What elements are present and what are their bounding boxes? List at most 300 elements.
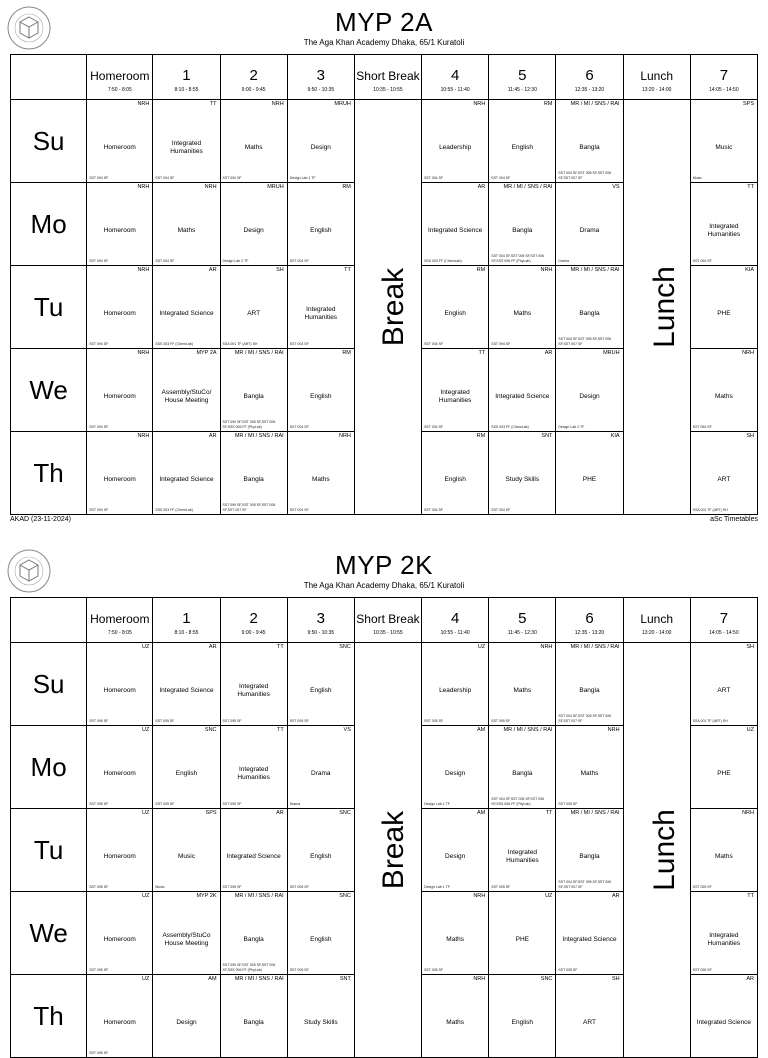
period-time: 8:10 - 8:55 [174,87,199,93]
day-label: We [11,349,87,432]
lesson-cell[interactable] [489,726,556,809]
room-name: SST 005 SF [692,884,712,889]
teacher-code: NRH [204,184,217,190]
lesson-cell[interactable] [556,432,623,515]
room-name: SST 004 SF [424,507,444,512]
subject-name: ART [583,1019,596,1026]
short-break-column [354,100,421,515]
break-label: Break [377,810,411,890]
subject-name: English [511,1019,533,1026]
teacher-code: SPS [205,810,217,816]
period-header [220,55,287,100]
day-label: Th [11,432,87,515]
room-name: Design Lab 2 TF [558,424,585,429]
room-name: SST 005 SF [692,967,712,972]
lesson-cell[interactable] [556,892,623,975]
teacher-code: UZ [746,727,754,733]
room-name: SST 004 SF [289,424,309,429]
subject-name: Homeroom [103,144,136,151]
lesson-cell[interactable] [287,892,354,975]
period-name: 6 [585,610,594,627]
lesson-cell[interactable] [489,892,556,975]
teacher-code: NRH [540,267,553,273]
lesson-cell[interactable] [287,809,354,892]
lesson-cell[interactable] [153,809,220,892]
subject-name: English [310,393,332,400]
teacher-code: TT [545,810,553,816]
teacher-code: NRH [473,101,486,107]
period-time: 11:45 - 12:30 [507,87,537,93]
subject-name: Integrated Humanities [506,849,539,864]
room-name: SST 094 SF [89,341,109,346]
teacher-code: UZ [142,893,150,899]
lunch-label: Lunch [647,266,681,348]
teacher-code: SH [276,267,284,273]
lesson-cell[interactable] [556,266,623,349]
lesson-cell[interactable] [220,349,287,432]
lesson-cell[interactable] [153,892,220,975]
teacher-code: NRH [473,893,486,899]
subject-name: Maths [513,310,532,317]
room-name: SST 004 SF [289,507,309,512]
room-name: SST 004 SF [424,424,444,429]
subject-name: English [310,853,332,860]
period-header [87,55,153,100]
lesson-cell[interactable] [422,809,489,892]
teacher-code: AM [208,976,217,982]
period-name: 7 [719,67,729,84]
lesson-cell[interactable] [87,892,153,975]
subject-name: Integrated Humanities [438,389,472,404]
subject-name: Drama [579,227,600,234]
room-name: SST 005 SF [289,718,309,723]
lesson-cell[interactable] [489,266,556,349]
period-time: 7:50 - 8:05 [107,630,132,636]
lesson-cell[interactable] [422,726,489,809]
subject-name: Homeroom [103,770,136,777]
lesson-cell[interactable] [690,892,757,975]
teacher-code: RM [342,350,351,356]
teacher-code: VS [343,727,351,733]
lesson-cell[interactable] [489,809,556,892]
period-name: 6 [585,67,594,84]
period-name: 4 [450,610,460,627]
room-name: SST 005 SF [289,967,309,972]
lesson-cell[interactable] [220,975,287,1058]
teacher-code: TT [209,101,217,107]
lesson-cell[interactable] [287,432,354,515]
subject-name: Homeroom [103,853,136,860]
subject-name: Integrated Humanities [237,766,270,781]
lesson-cell[interactable] [690,809,757,892]
subject-name: Maths [244,144,263,151]
lesson-cell[interactable] [690,349,757,432]
lunch-label: Lunch [647,809,681,891]
teacher-code: AR [208,644,217,650]
room-name: SST 004 SF [155,175,175,180]
period-header [690,55,757,100]
subject-name: Bangla [579,310,600,317]
room-name: SST 005 SF [424,718,444,723]
room-name: SST 095 SF [491,718,511,723]
lesson-cell[interactable] [690,643,757,726]
room-name: SST 095 SF [89,801,109,806]
lesson-cell[interactable] [153,100,220,183]
room-name: Drama [289,801,301,806]
day-row [11,100,758,183]
subject-name: Music [715,144,733,151]
subject-name: Bangla [579,144,600,151]
room-name: SST 094 SF [89,507,109,512]
day-label: Su [11,100,87,183]
lesson-cell[interactable] [287,643,354,726]
teacher-code: TT [276,727,284,733]
day-label: Tu [11,809,87,892]
lesson-cell[interactable] [422,892,489,975]
teacher-code: RM [543,101,553,107]
teacher-code: UZ [142,976,150,982]
teacher-code: KIA [610,433,620,439]
subject-name: Bangla [512,770,533,777]
lesson-cell[interactable] [556,349,623,432]
room-name: SST 005 SF [155,718,175,723]
subject-name: Homeroom [103,936,136,943]
lesson-cell[interactable] [87,975,153,1058]
teacher-code: NRH [338,433,351,439]
period-time: 14:05 - 14:50 [709,630,739,636]
timetable-grid [10,597,758,1058]
subject-name: English [310,687,332,694]
subject-name: Maths [513,687,532,694]
period-name: 4 [450,67,460,84]
day-label: Mo [11,183,87,266]
lesson-cell[interactable] [422,266,489,349]
room-name: SSS 003 FF (ChemLab) [491,424,529,429]
timetable-myp-2k [0,543,768,1055]
lesson-cell[interactable] [220,643,287,726]
lunch-column [623,643,690,1058]
subject-name: English [444,310,466,317]
teacher-code: UZ [545,893,553,899]
teacher-code: MR / MI / SNS / RAI [570,644,620,650]
subject-name: Design [445,770,466,777]
teacher-code: TT [276,644,284,650]
lesson-cell[interactable] [489,975,556,1058]
teacher-code: AR [276,810,284,816]
period-name: Short Break [356,612,420,626]
teacher-code: MR / MI / SNS / RAI [503,184,553,190]
teacher-code: RM [342,184,351,190]
subject-name: Maths [446,936,464,943]
subject-name: PHE [515,936,529,943]
period-header [153,55,220,100]
lesson-cell[interactable] [489,349,556,432]
period-time: 7:50 - 8:05 [107,87,132,93]
teacher-code: AM [476,727,486,733]
period-time: 10:35 - 10:55 [373,630,403,636]
footer-credit: aSc Timetables [710,516,758,523]
lesson-cell[interactable] [153,432,220,515]
lesson-cell[interactable] [287,726,354,809]
period-name: 5 [518,67,527,84]
room-name: SST 004 SF [491,175,511,180]
room-name: SST 004 SF [155,258,175,263]
subject-name: Bangla [243,936,264,943]
teacher-code: SNC [540,976,553,982]
teacher-code: SNC [204,727,217,733]
subject-name: Design [579,393,600,400]
subject-name: Homeroom [103,310,136,317]
lesson-cell[interactable] [556,183,623,266]
subject-name: Bangla [512,227,533,234]
lesson-cell[interactable] [556,809,623,892]
room-name: SST 095 SF [89,1050,109,1055]
teacher-code: VS [612,184,620,190]
period-header [489,55,556,100]
subject-name: Homeroom [103,227,136,234]
subject-name: Integrated Humanities [237,683,270,698]
subject-name: English [444,476,466,483]
lesson-cell[interactable] [153,266,220,349]
room-name: SST 004 SF,SST 005 SF,SST 006 SF,SSS 006 FF (PhyLab) [491,254,544,263]
subject-name: Assembly/StuCo House Meeting [162,932,211,947]
lesson-cell[interactable] [556,643,623,726]
lesson-cell[interactable] [489,643,556,726]
room-name: SST 095 SF [89,967,109,972]
room-name: SSS 003 FF (ChemLab) [155,341,193,346]
subject-name: Assembly/StuCo/ House Meeting [161,389,212,404]
room-name: SST 094 SF [89,424,109,429]
teacher-code: AR [208,267,217,273]
subject-name: Maths [580,770,599,777]
timetable-title: MYP 2K [335,550,433,580]
short-break-column [354,643,421,1058]
period-header [287,55,354,100]
subject-name: PHE [717,310,731,317]
lesson-cell[interactable] [220,892,287,975]
teacher-code: UZ [142,810,150,816]
teacher-code: NRH [137,350,150,356]
lesson-cell[interactable] [220,266,287,349]
room-name: Design Lab 1 TF [289,175,316,180]
lesson-cell[interactable] [556,726,623,809]
day-label: Th [11,975,87,1058]
room-name: SST 005 SF [558,967,578,972]
lesson-cell[interactable] [690,975,757,1058]
teacher-code: MR / MI / SNS / RAI [570,810,620,816]
period-name: Homeroom [90,612,150,626]
lesson-cell[interactable] [287,975,354,1058]
period-time: 13:20 - 14:00 [641,630,672,636]
period-time: 13:20 - 14:00 [641,87,672,93]
subject-name: PHE [582,476,597,483]
teacher-code: UZ [142,644,150,650]
teacher-code: SNC [339,810,351,816]
period-header [153,598,220,643]
lesson-cell[interactable] [87,432,153,515]
teacher-code: SH [746,433,754,439]
lesson-cell[interactable] [690,432,757,515]
teacher-code: MR / MI / SNS / RAI [234,433,284,439]
subject-name: Integrated Science [159,687,214,694]
lesson-cell[interactable] [153,183,220,266]
lesson-cell[interactable] [489,100,556,183]
lesson-cell[interactable] [489,183,556,266]
period-header [556,598,623,643]
subject-name: Design [243,227,264,234]
subject-name: Integrated Science [696,1019,751,1026]
lesson-cell[interactable] [690,183,757,266]
teacher-code: MRUH [603,350,620,356]
teacher-code: MYP 2A [196,350,217,356]
corner-cell [11,55,87,100]
period-header [422,55,489,100]
lesson-cell[interactable] [220,726,287,809]
period-header [87,598,153,643]
subject-name: Integrated Science [226,853,281,860]
lesson-cell[interactable] [220,432,287,515]
room-name: SST 099 SF,SST 005 SF,SST 006 SF,SST 007 SF [222,503,276,512]
subject-name: English [310,936,332,943]
period-name: Lunch [640,612,674,626]
lesson-cell[interactable] [287,100,354,183]
teacher-code: SNC [339,644,351,650]
period-name: 3 [316,610,325,627]
teacher-code: NRH [137,267,150,273]
period-header-row [11,598,758,643]
period-time: 11:45 - 12:30 [507,630,537,636]
subject-name: Integrated Science [159,476,214,483]
lesson-cell[interactable] [690,266,757,349]
room-name: SST 099 SF,SST 005 SF,SST 006 SF,SSS 006 FF (PhyLab) [222,963,276,972]
teacher-code: AR [746,976,754,982]
teacher-code: TT [747,893,754,899]
room-name: SST 094 SF [491,341,511,346]
lesson-cell[interactable] [422,975,489,1058]
lesson-cell[interactable] [153,643,220,726]
subject-name: Bangla [243,393,264,400]
room-name: Drama [558,258,569,263]
teacher-code: NRH [473,976,486,982]
subject-name: Integrated Science [159,310,214,317]
lesson-cell[interactable] [690,100,757,183]
room-name: SST 095 SF [222,884,242,889]
period-time: 12:35 - 13:20 [574,87,605,93]
room-name: SSS 003 FF (ChemLab) [155,507,193,512]
lesson-cell[interactable] [422,349,489,432]
day-label: Mo [11,726,87,809]
period-name: Short Break [356,69,420,83]
room-name: SST 004 SF [424,341,444,346]
teacher-code: NRH [540,644,553,650]
teacher-code: UZ [477,644,486,650]
subject-name: Study Skills [304,1019,338,1026]
period-time: 10:55 - 11:40 [440,630,470,636]
room-name: SST 095 SF [222,801,242,806]
lunch-column [623,100,690,515]
lesson-cell[interactable] [153,349,220,432]
teacher-code: NRH [742,810,754,816]
lesson-cell[interactable] [422,183,489,266]
lesson-cell[interactable] [87,266,153,349]
subject-name: English [310,227,332,234]
room-name: SST 005 SF [155,801,175,806]
lesson-cell[interactable] [87,183,153,266]
subject-name: English [511,144,533,151]
teacher-code: NRH [137,101,150,107]
room-name: SST 004 SF [289,258,309,263]
lesson-cell[interactable] [87,809,153,892]
subject-name: Integrated Humanities [170,140,203,155]
corner-cell [11,598,87,643]
lesson-cell[interactable] [287,183,354,266]
lesson-cell[interactable] [422,100,489,183]
teacher-code: MR / MI / SNS / RAI [234,976,284,982]
teacher-code: KIA [745,267,754,273]
lesson-cell[interactable] [87,643,153,726]
break-label: Break [377,267,411,347]
lesson-cell[interactable] [220,809,287,892]
subject-name: Integrated Science [562,936,617,943]
period-header [422,598,489,643]
lesson-cell[interactable] [690,726,757,809]
room-name: SST 004 SF [692,258,712,263]
teacher-code: MR / MI / SNS / RAI [570,267,620,273]
teacher-code: SNT [339,976,351,982]
lesson-cell[interactable] [287,349,354,432]
period-header [354,598,421,643]
teacher-code: TT [478,350,486,356]
period-header-row [11,55,758,100]
teacher-code: AR [477,184,486,190]
lesson-cell[interactable] [287,266,354,349]
period-time: 9:50 - 10:35 [307,630,335,636]
teacher-code: NRH [137,184,150,190]
period-header [354,55,421,100]
period-time: 8:10 - 8:55 [174,630,199,636]
lesson-cell[interactable] [556,100,623,183]
subject-name: English [175,770,198,777]
teacher-code: MRUH [334,101,351,107]
day-row [11,643,758,726]
subject-name: Bangla [243,476,264,483]
teacher-code: TT [747,184,754,190]
lesson-cell[interactable] [220,100,287,183]
room-name: SST 095 SF [89,718,109,723]
subject-name: Bangla [579,687,600,694]
lesson-cell[interactable] [422,643,489,726]
lesson-cell[interactable] [489,432,556,515]
lesson-cell[interactable] [87,726,153,809]
teacher-code: NRH [607,727,620,733]
period-header [489,598,556,643]
lesson-cell[interactable] [220,183,287,266]
lesson-cell[interactable] [153,975,220,1058]
period-header [690,598,757,643]
lesson-cell[interactable] [422,432,489,515]
lesson-cell[interactable] [87,100,153,183]
teacher-code: MR / MI / SNS / RAI [234,893,284,899]
teacher-code: TT [344,267,351,273]
period-time: 9:00 - 9:45 [241,630,266,636]
lesson-cell[interactable] [87,349,153,432]
subject-name: Homeroom [103,1019,136,1026]
teacher-code: AM [476,810,486,816]
lesson-cell[interactable] [153,726,220,809]
room-name: SST 004 SF [424,175,444,180]
period-name: Homeroom [90,69,150,83]
lesson-cell[interactable] [556,975,623,1058]
